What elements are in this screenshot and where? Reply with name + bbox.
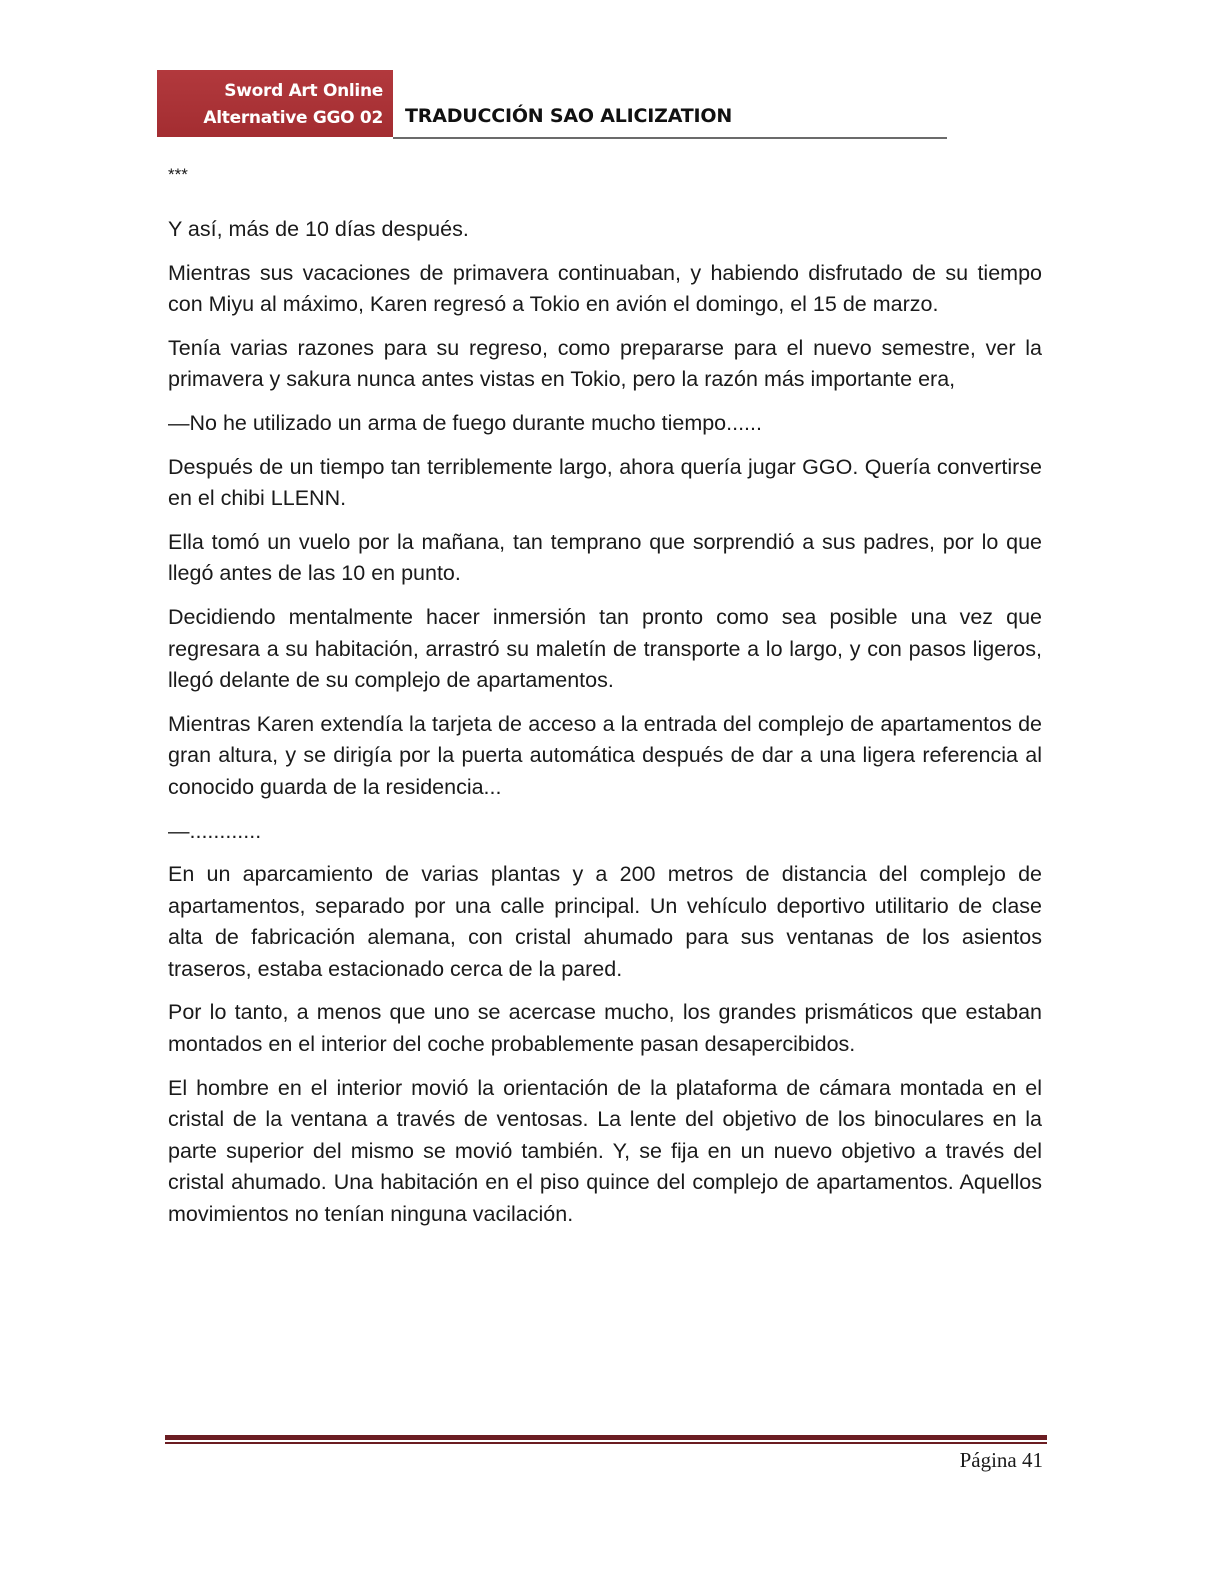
footer-rule-thick	[165, 1435, 1047, 1440]
series-title-line-1: Sword Art Online	[224, 81, 383, 101]
paragraph: —No he utilizado un arma de fuego durante mucho tiempo......	[168, 410, 762, 435]
paragraph: Mientras Karen extendía la tarjeta de acceso a la entrada del complejo de apartamentos de gran altura, y se dirigía por la puerta automática después de dar a una ligera referencia al conocido guarda de la residencia...	[168, 711, 1042, 799]
paragraph: Y así, más de 10 días después.	[168, 217, 469, 241]
paragraph: Decidiendo mentalmente hacer inmersión tan pronto como sea posible una vez que regresara a su habitación, arrastró su maletín de transporte a lo largo, y con pasos ligeros, llegó delante de su complejo de apartamentos.	[168, 604, 1042, 693]
scene-separator: ***	[168, 165, 188, 184]
paragraph: Tenía varias razones para su regreso, como prepararse para el nuevo semestre, ver la primavera y sakura nunca antes vistas en Tokio, pero la razón más importante era,	[168, 335, 1042, 392]
page-number: Página 41	[959, 1448, 1043, 1472]
paragraph: En un aparcamiento de varias plantas y a 200 metros de distancia del complejo de apartamentos, separado por una calle principal. Un vehículo deportivo utilitario de clase alta de fabricación alemana, con cristal ahumado para sus ventanas de los asientos traseros, estaba estacionado cerca de la pared.	[168, 862, 1042, 981]
paragraph: Ella tomó un vuelo por la mañana, tan temprano que sorprendió a sus padres, por lo que llegó antes de las 10 en punto.	[168, 529, 1042, 586]
paragraph: El hombre en el interior movió la orientación de la plataforma de cámara montada en el cristal de la ventana a través de ventosas. La lente del objetivo de los binoculares en la parte superior del mismo se movió también. Y, se fija en un nuevo objetivo a través del cristal ahumado. Una habitación en el piso quince del complejo de apartamentos. Aquellos movimientos no tenían ninguna vacilación.	[168, 1075, 1042, 1227]
paragraph: Mientras sus vacaciones de primavera continuaban, y habiendo disfrutado de su tiempo con Miyu al máximo, Karen regresó a Tokio en avión el domingo, el 15 de marzo.	[168, 260, 1042, 317]
paragraph: Después de un tiempo tan terriblemente largo, ahora quería jugar GGO. Quería convertirse en el chibi LLENN.	[168, 454, 1042, 511]
paragraph: Por lo tanto, a menos que uno se acercase mucho, los grandes prismáticos que estaban montados en el interior del coche probablemente pasan desapercibidos.	[168, 1000, 1042, 1057]
page-header	[157, 70, 947, 139]
series-title-line-2: Alternative GGO 02	[203, 108, 383, 128]
page-body	[168, 160, 1042, 1243]
paragraph: —............	[168, 818, 262, 843]
header-divider	[393, 137, 947, 139]
translation-label: TRADUCCIÓN SAO ALICIZATION	[405, 105, 733, 127]
series-title-box	[157, 70, 393, 137]
footer-rule-thin	[165, 1442, 1047, 1444]
